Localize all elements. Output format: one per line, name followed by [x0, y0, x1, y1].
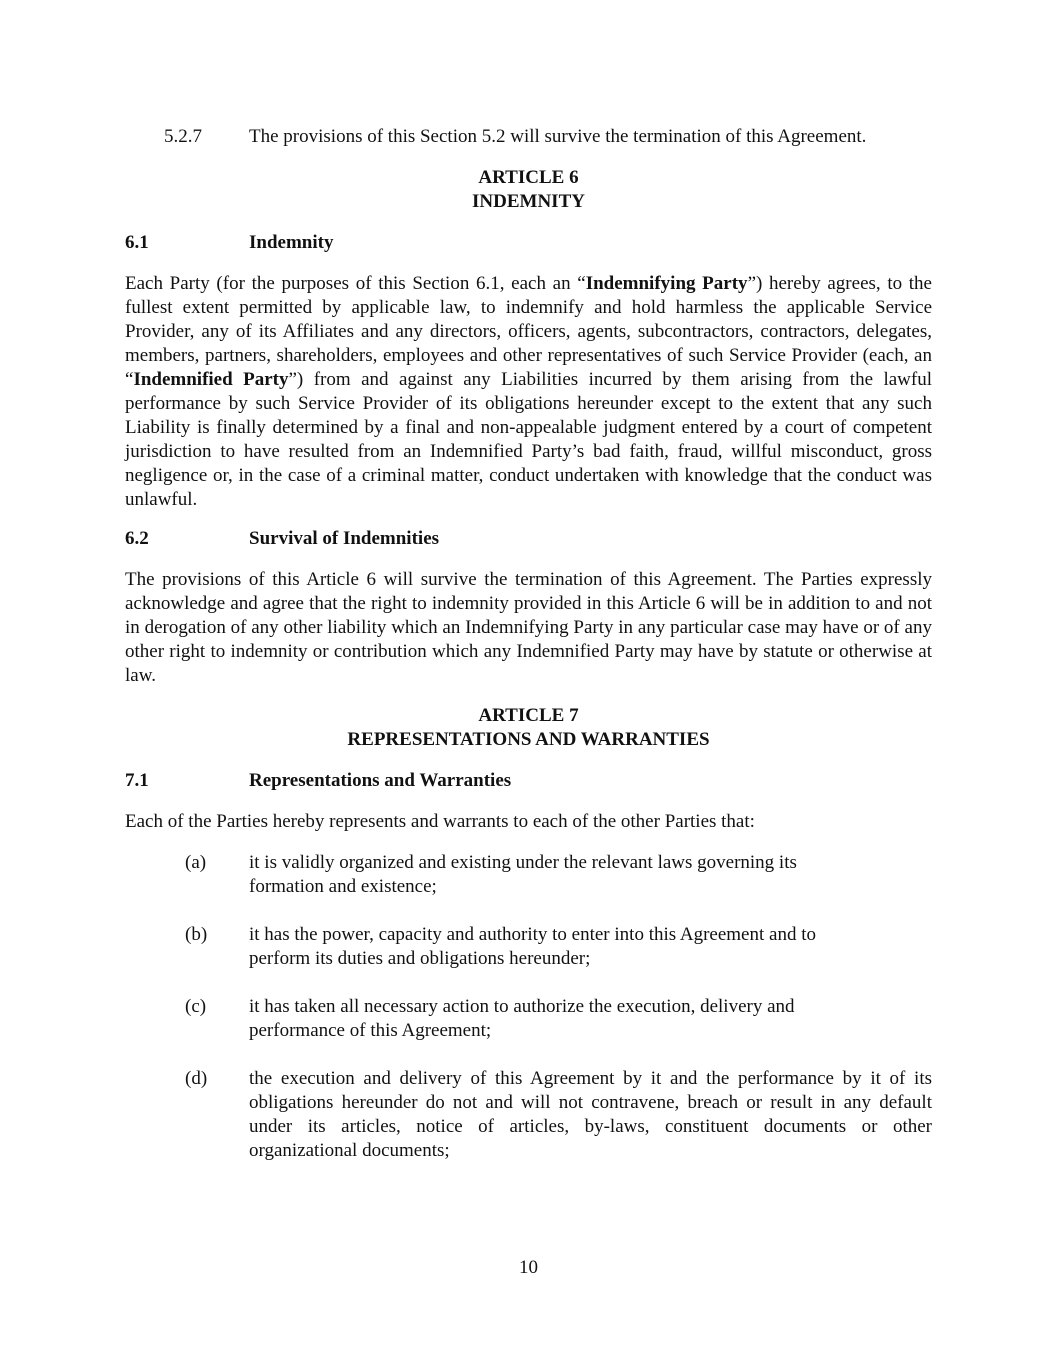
section-7-1-title: Representations and Warranties [249, 770, 512, 791]
article-7-title: REPRESENTATIONS AND WARRANTIES [347, 729, 710, 750]
subsection-5-2-7 [164, 125, 932, 149]
list-item-marker: (a) [185, 852, 207, 873]
section-6-2-heading [125, 527, 932, 551]
article-7-heading [125, 704, 932, 752]
subsection-text: The provisions of this Section 5.2 will survive the termination of this Agreement. [249, 126, 867, 147]
list-item-marker: (b) [185, 924, 208, 945]
section-6-1-paragraph [125, 272, 932, 512]
list-item-text: it has the power, capacity and authority to enter into this Agreement and to perform its duties and obligations hereunder; [249, 924, 816, 969]
defined-term-indemnified-party: Indemnified Party [133, 369, 289, 390]
article-7-label: ARTICLE 7 [478, 705, 579, 726]
warranties-list [125, 851, 932, 1187]
section-7-1-number: 7.1 [125, 770, 149, 791]
section-6-1-title: Indemnity [249, 232, 334, 253]
page-number: 10 [519, 1257, 538, 1278]
section-6-2-paragraph [125, 568, 932, 688]
para-text: ”) from and against any Liabilities incurred by them arising from the lawful performance by such Service Provider of its obligations hereunder except to the extent that any such Liability is finally determined by a final and non-appealable judgment entered by a court of competent jurisdiction to have resulted from an Indemnified Party’s bad faith, fraud, willful misconduct, gross negligence or, in the case of a criminal matter, conduct undertaken with knowledge that the conduct was unlawful. [125, 369, 932, 510]
para-text: The provisions of this Article 6 will survive the termination of this Agreement. The Parties expressly acknowledge and agree that the right to indemnity provided in this Article 6 will be in addition to and not in derogation of any other liability which an Indemnifying Party in any particular case may have or of any other right to indemnity or contribution which any Indemnified Party may have by statute or otherwise at law. [125, 569, 932, 686]
section-7-1-heading [125, 769, 932, 793]
document-page [125, 0, 932, 1365]
list-item [125, 923, 932, 971]
section-6-2-title: Survival of Indemnities [249, 528, 440, 549]
section-7-1-intro [125, 810, 932, 834]
section-6-1-number: 6.1 [125, 232, 149, 253]
list-item-marker: (d) [185, 1068, 208, 1089]
list-item-text: it has taken all necessary action to authorize the execution, delivery and performance of this Agreement; [249, 996, 795, 1041]
defined-term-indemnifying-party: Indemnifying Party [585, 273, 748, 294]
article-6-title: INDEMNITY [472, 191, 585, 212]
list-item-text: it is validly organized and existing under the relevant laws governing its formation and existence; [249, 852, 797, 897]
list-item [125, 995, 932, 1043]
list-item-text: the execution and delivery of this Agreement by it and the performance by it of its obligations hereunder do not and will not contravene, breach or result in any default under its articles, notice of articles, by-laws, constituent documents or other organizational documents; [249, 1068, 932, 1161]
subsection-number: 5.2.7 [164, 126, 202, 147]
list-item [125, 851, 932, 899]
para-text: ”) hereby agrees, to the fullest extent permitted by applicable law, to indemnify and hold harmless the applicable Service Provider, any of its Affiliates and any directors, officers, agents, subcontractors, contractors, delegates, members, partners, shareholders, employees and other representatives of such Service Provider (each, an “ [125, 273, 932, 390]
list-item [125, 1067, 932, 1163]
para-text: Each Party (for the purposes of this Section 6.1, each an “ [125, 273, 586, 294]
article-6-label: ARTICLE 6 [478, 167, 579, 188]
list-item-marker: (c) [185, 996, 207, 1017]
section-6-2-number: 6.2 [125, 528, 149, 549]
para-text: Each of the Parties hereby represents and warrants to each of the other Parties that: [125, 811, 755, 832]
article-6-heading [125, 166, 932, 214]
section-6-1-heading [125, 231, 932, 255]
